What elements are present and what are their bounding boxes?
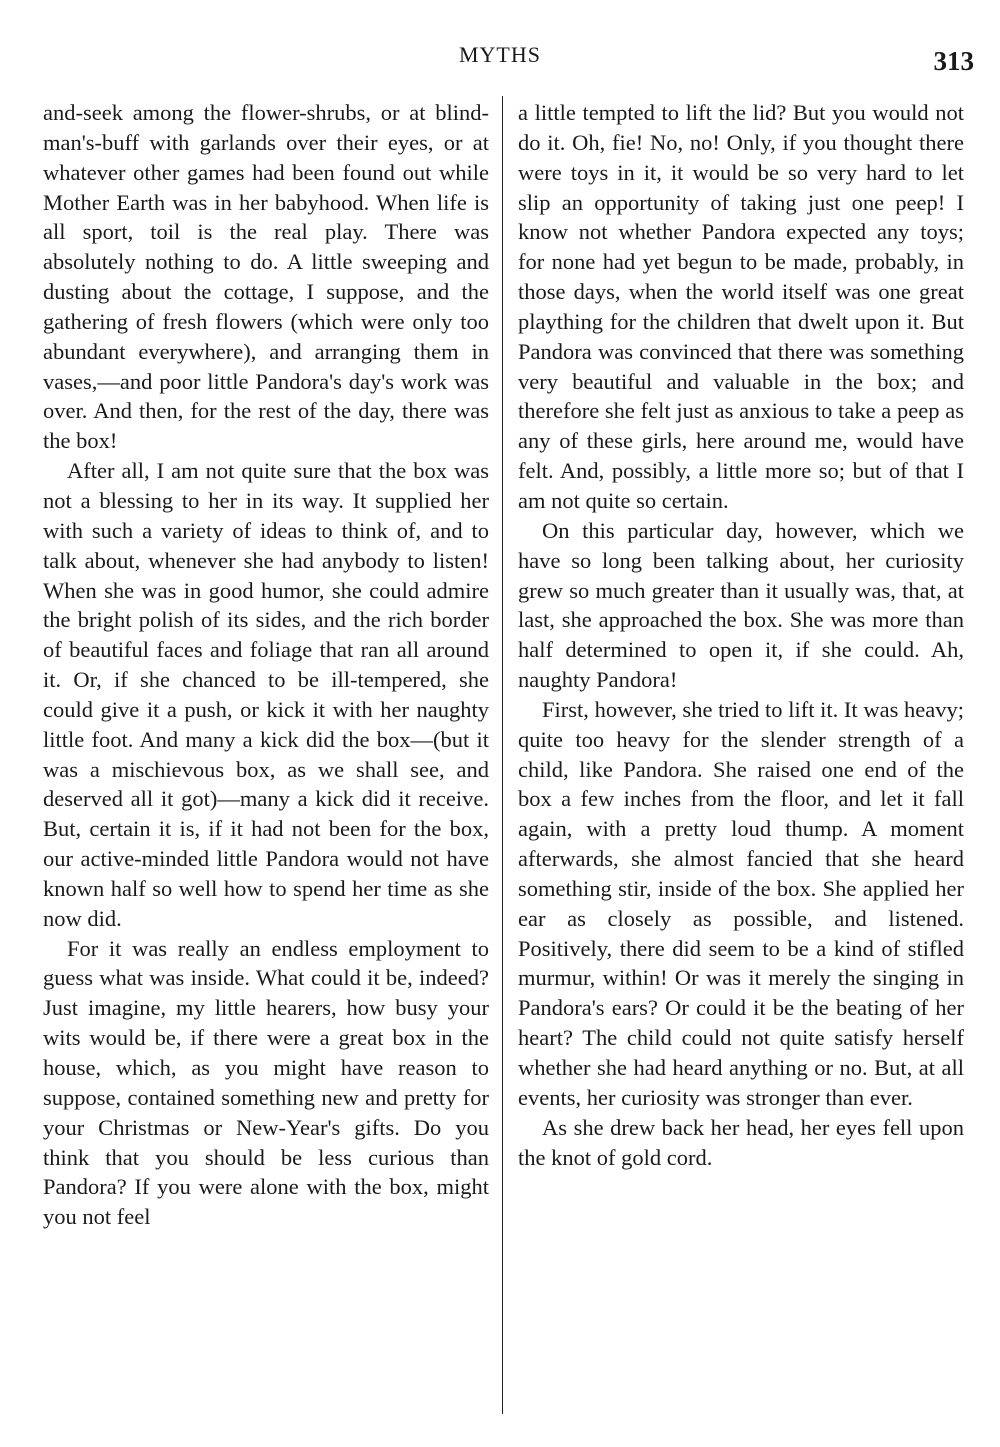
paragraph: As she drew back her head, her eyes fell upon the knot of gold cord. [518, 1114, 964, 1170]
paragraph: After all, I am not quite sure that the box was not a blessing to her in its way. It supplied her with such a variety of ideas to think of, and to talk about, whenever she had anybody to listen! When she was in good humor, she could admire the bright polish of its sides, and the rich border of beautiful faces and foliage that ran all around it. Or, if she chanced to be ill-tempered, she could give it a push, or kick it with her naughty little foot. And many a kick did the box—(but it was a mischievous box, as we shall see, and deserved all it got)—many a kick did it receive. But, certain it is, if it had not been for the box, our active-minded little Pandora would not have known half so well how to spend her time as she now did. [43, 458, 489, 931]
paragraph: and-seek among the flower-shrubs, or at blind-man's-buff with garlands over their eyes, or at whatever other games had been found out while Mother Earth was in her babyhood. When life is all sport, toil is the real play. There was absolutely nothing to do. A little sweeping and dusting about the cottage, I suppose, and the gathering of fresh flowers (which were only too abundant everywhere), and arranging them in vases,—and poor little Pandora's day's work was over. And then, for the rest of the day, there was the box! [43, 100, 489, 454]
paragraph: a little tempted to lift the lid? But you would not do it. Oh, fie! No, no! Only, if you thought there were toys in it, it would be so very hard to let slip an opportunity of taking just one peep! I know not whether Pandora expected any toys; for none had yet begun to be made, probably, in those days, when the world itself was one great plaything for the children that dwelt upon it. But Pandora was convinced that there was something very beautiful and valuable in the box; and therefore she felt just as anxious to take a peep as any of these girls, here around me, would have felt. And, possibly, a little more so; but of that I am not quite so certain. [518, 100, 964, 513]
paragraph: On this particular day, however, which we have so long been talking about, her curiosity grew so much greater than it usually was, that, at last, she approached the box. She was more than half determined to open it, if she could. Ah, naughty Pandora! [518, 517, 964, 693]
page-number: 313 [933, 46, 974, 76]
left-column [43, 98, 489, 1232]
column-divider [502, 96, 503, 1414]
paragraph: For it was really an endless employment to guess what was inside. What could it be, indeed? Just imagine, my little hearers, how busy your wits would be, if there were a great box in the house, which, as you might have reason to suppose, contained something new and pretty for your Christmas or New-Year's gifts. Do you think that you should be less curious than Pandora? If you were alone with the box, might you not feel [43, 935, 489, 1230]
paragraph: First, however, she tried to lift it. It was heavy; quite too heavy for the slender strength of a child, like Pandora. She raised one end of the box a few inches from the floor, and let it fall again, with a pretty loud thump. A moment afterwards, she almost fancied that she heard something stir, inside of the box. She applied her ear as closely as possible, and listened. Positively, there did seem to be a kind of stifled murmur, within! Or was it merely the singing in Pandora's ears? Or could it be the beating of her heart? The child could not quite satisfy herself whether she had heard anything or no. But, at all events, her curiosity was stronger than ever. [518, 696, 964, 1110]
right-column [518, 98, 964, 1172]
page-header [0, 38, 1000, 78]
running-head: MYTHS [458, 42, 541, 67]
